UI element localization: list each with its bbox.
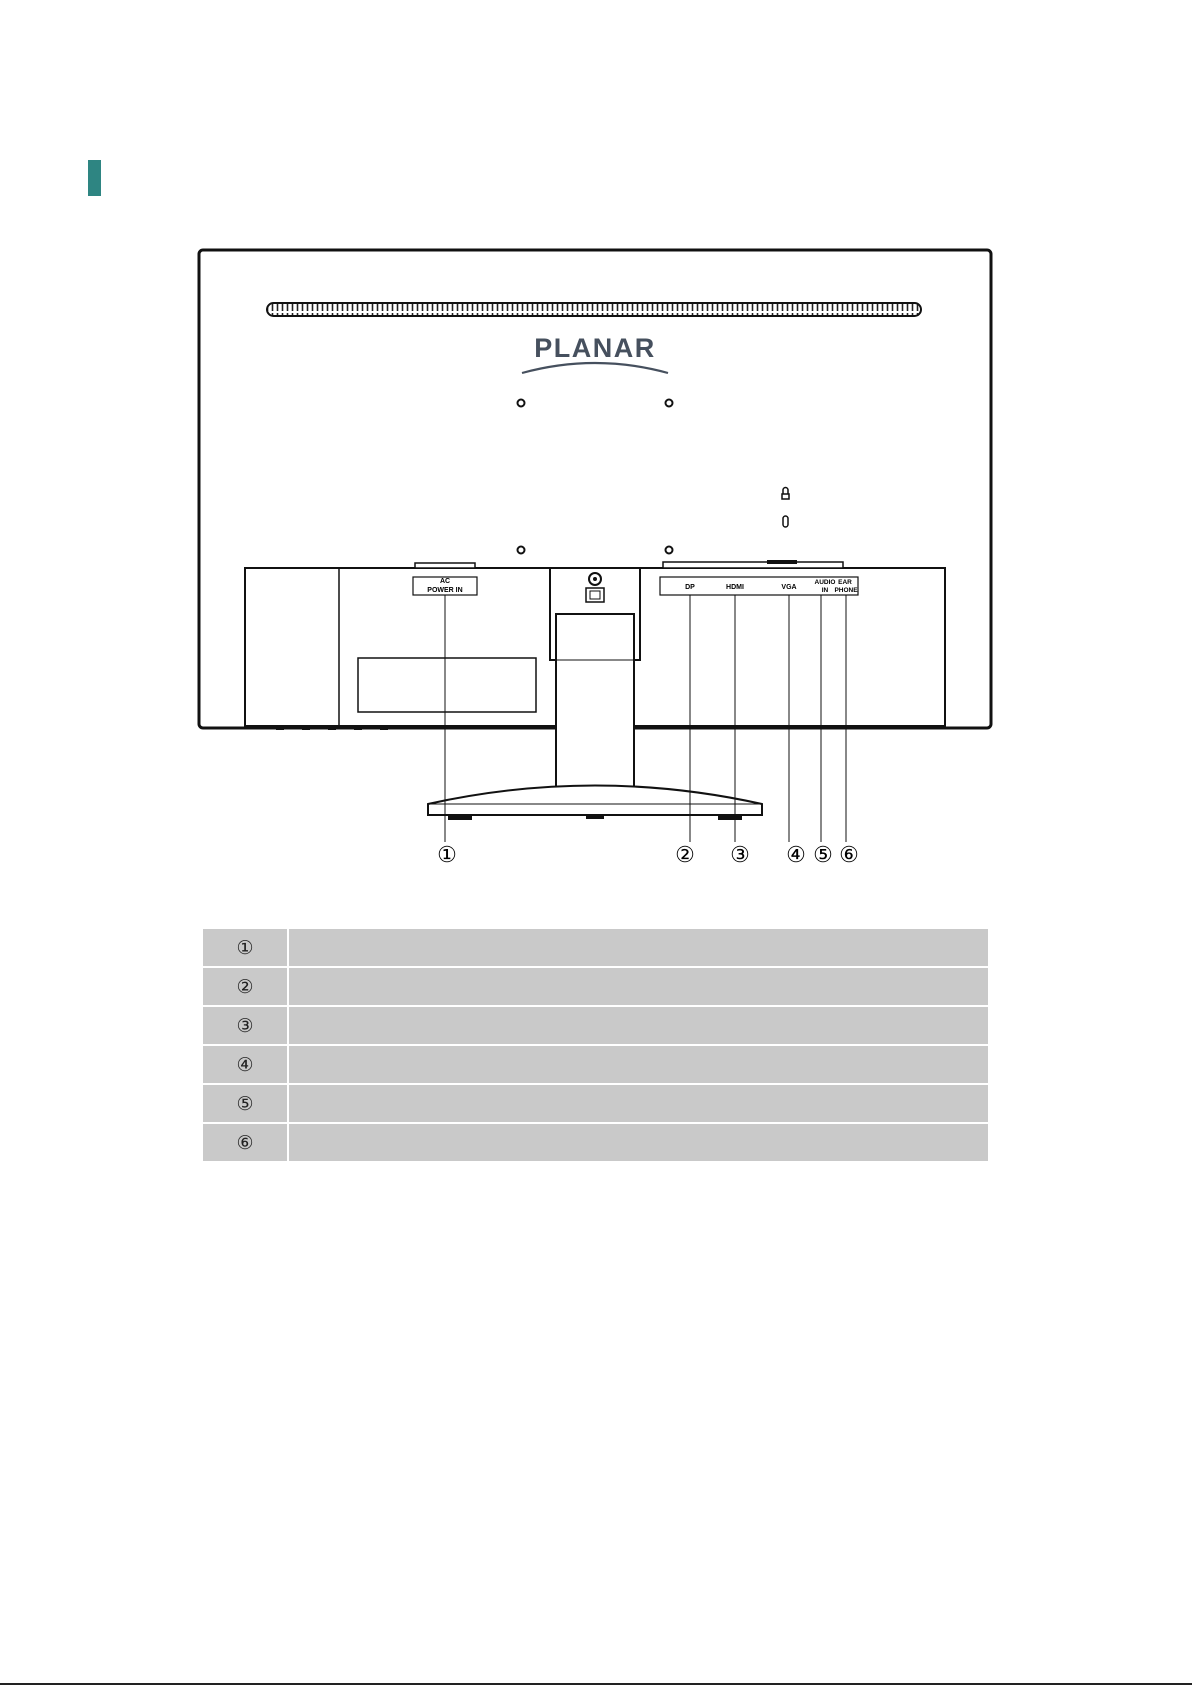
monitor-rear-view-figure (190, 240, 1000, 880)
ac-power-label-line2: POWER IN (427, 587, 463, 594)
callout-number: ⑤ (813, 842, 833, 867)
table-row (203, 1084, 988, 1123)
legend-description (288, 1084, 988, 1123)
legend-number: ② (203, 967, 288, 1006)
table-row (203, 929, 988, 967)
dp-port-label: DP (685, 584, 695, 591)
callout-number: ③ (730, 842, 750, 867)
legend-number: ③ (203, 1006, 288, 1045)
control-button (276, 726, 284, 730)
stand-neck (556, 614, 634, 800)
port-legend-table (203, 929, 988, 1163)
legend-number: ① (203, 929, 288, 967)
vent-slot (267, 303, 921, 316)
audio-port-label-line2: IN (821, 587, 829, 594)
audio-port-label-line1: AUDIO (814, 579, 836, 586)
callout-number: ① (437, 842, 457, 867)
table-row (203, 967, 988, 1006)
stand-base (428, 786, 762, 816)
legend-description (288, 967, 988, 1006)
hdmi-port-label: HDMI (726, 584, 744, 591)
legend-description (288, 1006, 988, 1045)
section-accent-bar (88, 160, 101, 196)
vesa-hole (666, 400, 673, 407)
ear-port-label-line2: PHONE (834, 587, 858, 594)
lock-slot (783, 516, 788, 527)
legend-number: ④ (203, 1045, 288, 1084)
control-button (328, 726, 336, 730)
control-button (302, 726, 310, 730)
vesa-hole (518, 400, 525, 407)
table-row (203, 1006, 988, 1045)
control-button (380, 726, 388, 730)
legend-number: ⑥ (203, 1123, 288, 1162)
table-row (203, 1045, 988, 1084)
callout-number: ④ (786, 842, 806, 867)
table-row (203, 1123, 988, 1162)
vga-port-label: VGA (781, 584, 797, 591)
brand-logo: PLANAR (534, 333, 656, 363)
legend-number: ⑤ (203, 1084, 288, 1123)
legend-description (288, 1045, 988, 1084)
callout-number: ⑥ (839, 842, 859, 867)
ac-power-label-line1: AC (439, 578, 451, 585)
callout-number: ② (675, 842, 695, 867)
vesa-hole (518, 547, 525, 554)
label-area (358, 658, 536, 712)
monitor-rear-diagram (190, 240, 1000, 880)
ear-port-label-line1: EAR (838, 579, 852, 586)
legend-description (288, 929, 988, 967)
vesa-hole (666, 547, 673, 554)
lock-icon-body (782, 494, 789, 499)
control-button (354, 726, 362, 730)
legend-description (288, 1123, 988, 1162)
